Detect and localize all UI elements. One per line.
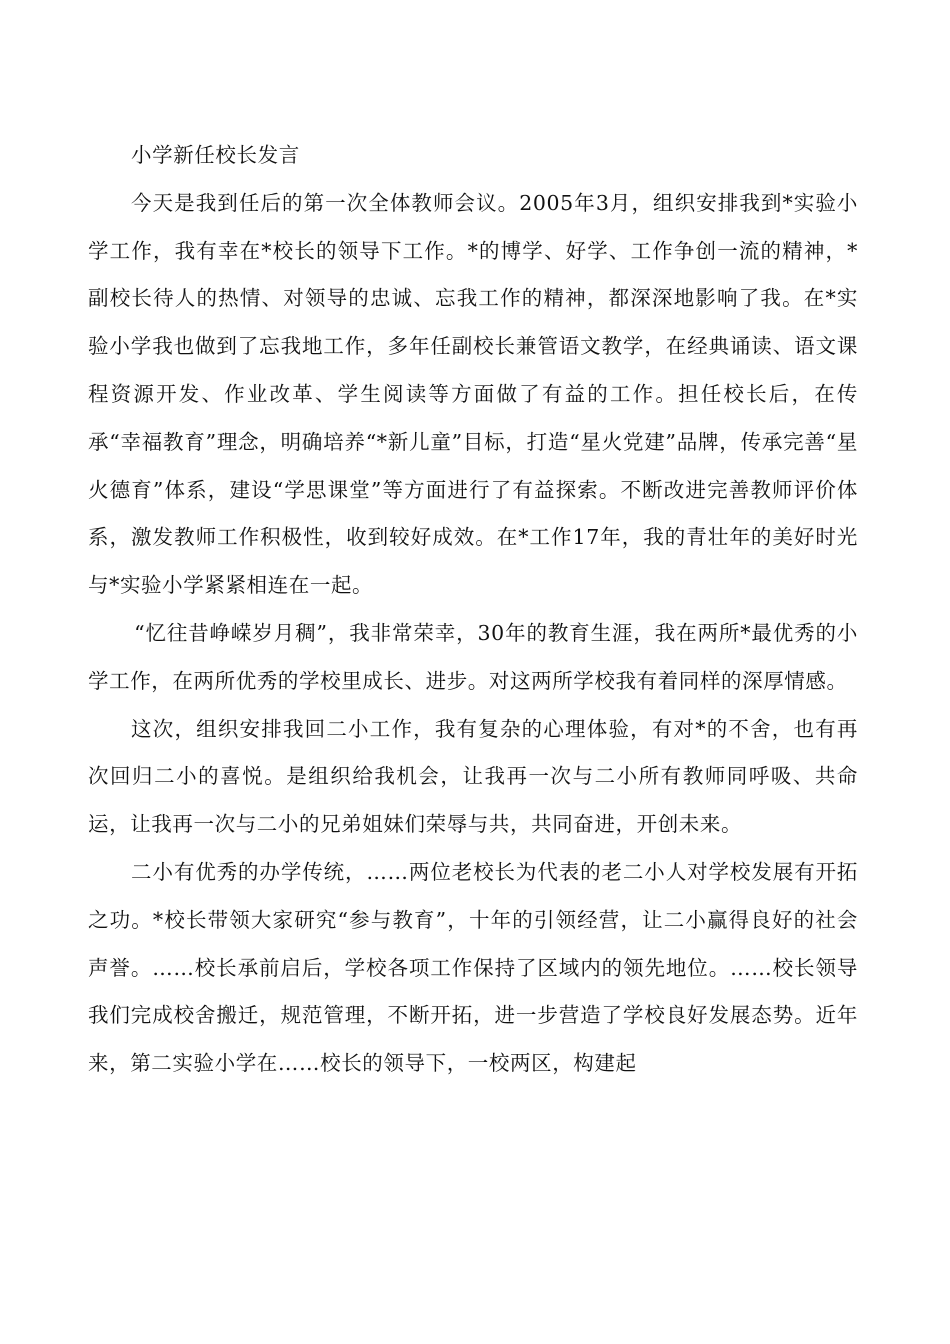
paragraph-2: “忆往昔峥嵘岁月稠”，我非常荣幸，30年的教育生涯，我在两所*最优秀的小学工作，在两所优秀的学校里成长、进步。对这两所学校我有着同样的深厚情感。	[88, 620, 858, 693]
document-body	[88, 132, 858, 1088]
paragraph-1: 今天是我到任后的第一次全体教师会议。2005年3月，组织安排我到*实验小学工作，我有幸在*校长的领导下工作。*的博学、好学、工作争创一流的精神，*副校长待人的热情、对领导的忠诚、忘我工作的精神，都深深地影响了我。在*实验小学我也做到了忘我地工作，多年任副校长兼管语文教学，在经典诵读、语文课程资源开发、作业改革、学生阅读等方面做了有益的工作。担任校长后，在传承“幸福教育”理念，明确培养“*新儿童”目标，打造“星火党建”品牌，传承完善“星火德育”体系，建设“学思课堂”等方面进行了有益探索。不断改进完善教师评价体系，激发教师工作积极性，收到较好成效。在*工作17年，我的青壮年的美好时光与*实验小学紧紧相连在一起。	[88, 190, 858, 598]
document-title: 小学新任校长发言	[131, 143, 300, 167]
paragraph-4: 二小有优秀的办学传统，……两位老校长为代表的老二小人对学校发展有开拓之功。*校长带领大家研究“参与教育”，十年的引领经营，让二小赢得良好的社会声誉。……校长承前启后，学校各项工作保持了区域内的领先地位。……校长领导我们完成校舍搬迁，规范管理，不断开拓，进一步营造了学校良好发展态势。近年来，第二实验小学在……校长的领导下，一校两区，构建起	[88, 859, 858, 1076]
paragraph-3: 这次，组织安排我回二小工作，我有复杂的心理体验，有对*的不舍，也有再次回归二小的喜悦。是组织给我机会，让我再一次与二小所有教师同呼吸、共命运，让我再一次与二小的兄弟姐妹们荣辱与共，共同奋进，开创未来。	[88, 716, 858, 837]
